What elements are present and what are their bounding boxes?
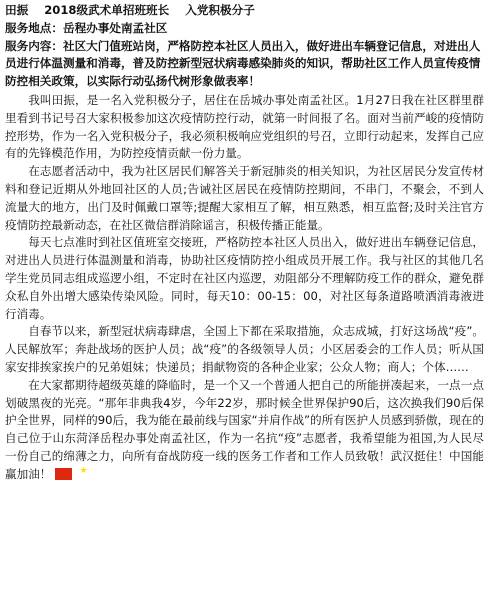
china-flag-icon	[55, 465, 88, 480]
service-content-block	[5, 38, 484, 91]
service-location-line	[5, 20, 484, 38]
paragraph-closing-text: 在大家都期待超级英雄的降临时，是一个又一个普通人把自己的所能拼凑起来，一点一点划破黑夜的光亮。“那年非典我4岁，今年22岁，那时候全世界保护90后，这次换我们90后保护全世界，同样的90后，我为能在最前线与国家“并肩作战”的所有医护人员感到骄傲，现在的自己位于山东菏泽岳程办事处南孟社区，作为一名抗“疫”志愿者，我希望能为祖国,为人民尽一份自己的绵薄之力，向所有奋战防疫一线的医务工作者和工作人员致敬！武汉挺住！中国能赢加油！	[5, 377, 484, 481]
paragraph-national-effort: 自春节以来，新型冠状病毒肆虐，全国上下都在采取措施，众志成城，打好这场战“疫”。人民解放军；奔赴战场的医护人员；战“疫”的各级领导人员；小区居委会的工作人员；听从国家安排挨家挨户的兄弟姐妹；快递员；捐献物资的各种企业家；公众人物；商人；个体……	[5, 324, 484, 374]
flag-star: ★	[79, 465, 88, 476]
volunteer-name: 田振	[5, 3, 29, 17]
header-title-line	[5, 2, 484, 20]
volunteer-role: 2018级武术单招班班长	[44, 3, 170, 17]
service-content-value: 社区大门值班站岗，严格防控本社区人员出入，做好进出车辆登记信息，对进出人员进行体温测量和消毒，普及防控新型冠状病毒感染肺炎的知识，帮助社区工作人员宣传疫情防控相关政策，以实际行动弘扬代树形象做表率！	[5, 38, 481, 89]
paragraph-daily-duty: 每天七点准时到社区值班室交接班，严格防控本社区人员出入，做好进出车辆登记信息，对进出人员进行体温测量和消毒，协助社区疫情防控小组成员开展工作。我与社区的其他几名学生党员同志组成巡逻小组，不定时在社区内巡逻，劝阻部分不理解防疫工作的群众，避免群众私自外出增大感染传染风险。同时，每天10：00-15：00，对社区每条道路喷洒消毒液进行消毒。	[5, 235, 484, 321]
volunteer-status: 入党积极分子	[185, 3, 255, 17]
paragraph-intro: 我叫田振，是一名入党积极分子，居住在岳城办事处南孟社区。1月27日我在社区群里群里看到书记号召大家积极参加这次疫情防控行动，就第一时间报了名。面对当前严峻的疫情防控形势，作为一名入党积极分子，我必须积极响应党组织的号召，立即行动起来，发挥自己应有的先锋模范作用，为防控疫情贡献一份力量。	[5, 92, 484, 161]
service-location-value: 岳程办事处南孟社区	[62, 20, 168, 35]
service-location-label: 服务地点：	[5, 20, 63, 35]
service-content-label: 服务内容：	[5, 38, 63, 53]
paragraph-closing	[5, 377, 484, 484]
paragraph-volunteer-activities: 在志愿者活动中，我为社区居民们解答关于新冠肺炎的相关知识，为社区居民分发宣传材料和登记近期从外地回社区的人员;告诫社区居民在疫情防控期间，不串门，不聚会，不到人流量大的地方，出门及时佩戴口罩等;提醒大家相互了解，相互熟悉，相互监督;及时关注官方疫情防控最新动态，在社区微信群消除谣言，积极传播正能量。	[5, 164, 484, 232]
